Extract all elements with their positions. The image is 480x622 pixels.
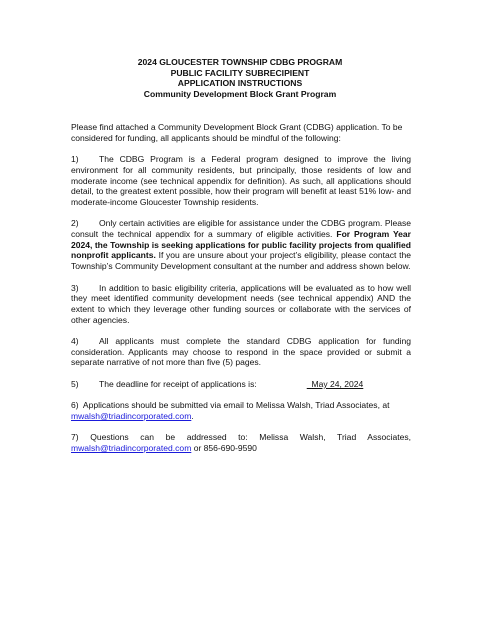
header-title-line4: Community Development Block Grant Program xyxy=(143,88,337,99)
deadline-date-text: May 24, 2024 xyxy=(311,378,364,389)
item-text-continued: If you are unsure about your project’s eligibility, please contact the Township’s Community Development consultant at the number and address shown below. xyxy=(71,250,411,272)
item-number: 6) xyxy=(71,400,79,411)
header-title-line1: 2024 GLOUCESTER TOWNSHIP CDBG PROGRAM xyxy=(137,57,343,67)
email-link[interactable]: mwalsh@triadincorporated.com xyxy=(71,442,192,453)
item-text: Applications should be submitted via email to Melissa Walsh, Triad Associates, at xyxy=(82,400,390,411)
instruction-item-6 xyxy=(71,400,411,421)
item-bold-text: For Program Year 2024, the Township is seeking applications for public facility projects from qualified nonprofit applicants. xyxy=(71,229,412,261)
instruction-item-2 xyxy=(71,218,411,272)
item-text-end: or 856-690-9590 xyxy=(193,442,257,453)
item-text: All applicants must complete the standard CDBG application for funding consideration. Applicants may choose to respond in the space provided or submit a separate narrative of not more than five (5) pages. xyxy=(71,336,411,368)
document-header xyxy=(0,57,480,99)
document-body xyxy=(71,122,411,464)
intro-paragraph: Please find attached a Community Development Block Grant (CDBG) application. To be considered for funding, all applicants should be mindful of the following: xyxy=(71,122,403,143)
instruction-item-7 xyxy=(71,432,411,453)
item-number: 2) xyxy=(71,218,79,229)
item-number: 5) xyxy=(71,378,79,389)
item-number: 4) xyxy=(71,336,79,346)
item-text: Only certain activities are eligible for assistance under the CDBG program. Please consult the technical appendix for a summary of eligible activities. xyxy=(71,218,411,239)
item-text: The deadline for receipt of applications is: xyxy=(99,378,257,389)
header-title-line3: APPLICATION INSTRUCTIONS xyxy=(177,78,303,88)
instruction-item-3 xyxy=(71,283,411,326)
item-text: The CDBG Program is a Federal program designed to improve the living environment for all community residents, but principally, those residents of low and moderate income (see technical appendix for definition). As such, all applications should detail, to the greatest extent possible, how their program will benefit at least 51% low- and moderate-income Gloucester Township residents. xyxy=(71,154,411,207)
instruction-item-4 xyxy=(71,336,411,368)
instruction-item-1 xyxy=(71,154,411,208)
item-number: 3) xyxy=(71,282,79,293)
item-text-end: . xyxy=(191,410,194,421)
email-link[interactable]: mwalsh@triadincorporated.com xyxy=(71,410,192,421)
deadline-date xyxy=(307,379,364,389)
item-number: 7) xyxy=(71,432,79,443)
header-title-line2: PUBLIC FACILITY SUBRECIPIENT xyxy=(170,67,310,78)
item-text: In addition to basic eligibility criteria, applications will be evaluated as to how well they meet identified community development needs (see technical appendix) AND the extent to which they leverage other funding sources or collaborate with the services of other agencies. xyxy=(71,282,411,325)
instruction-item-5 xyxy=(71,379,411,390)
item-number: 1) xyxy=(71,154,79,165)
item-text: Questions can be addressed to: Melissa Walsh, Triad Associates, xyxy=(90,432,411,443)
